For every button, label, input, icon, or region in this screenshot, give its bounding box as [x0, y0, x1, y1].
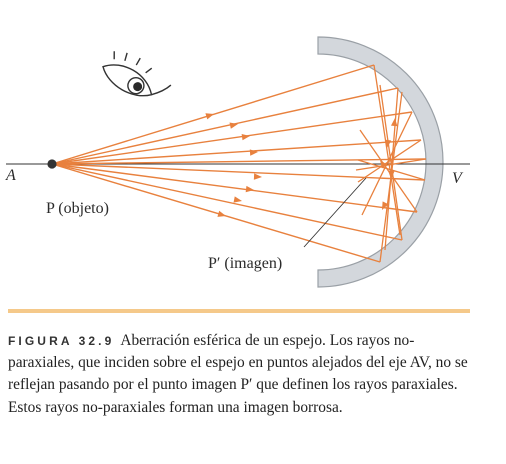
object-point [47, 159, 56, 168]
axis-label-v: V [452, 170, 462, 187]
caption-label: FIGURA 32.9 [8, 334, 115, 348]
ray-arrowheads [205, 111, 398, 219]
axis-label-a: A [6, 167, 16, 184]
image-pointer-line [304, 178, 366, 247]
object-label: P (objeto) [46, 200, 109, 217]
image-label: P′ (imagen) [208, 255, 283, 272]
eye-icon [98, 44, 175, 110]
figure-caption [8, 330, 478, 419]
caption-text: Aberración esférica de un espejo. Los rayos no-paraxiales, que inciden sobre el espejo en puntos alejados del eje AV, no se reflejan pasando por el punto imagen P′ que definen los rayos paraxiales. Estos rayos no-paraxiales forman una imagen borrosa. [8, 332, 468, 416]
caption-divider [8, 309, 470, 313]
